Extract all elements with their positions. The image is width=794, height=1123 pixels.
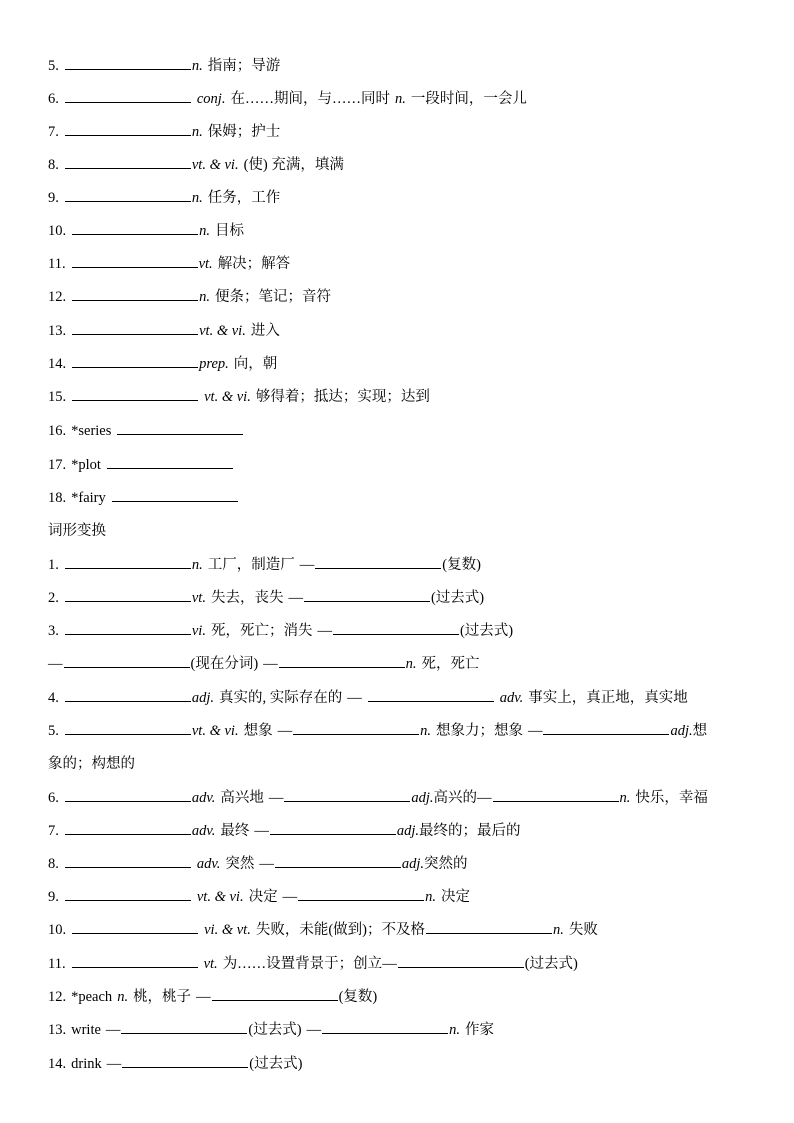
section-title: 词形变换 xyxy=(48,523,106,539)
answer-blank[interactable] xyxy=(284,800,410,802)
form-item-6: 6. adv. 高兴地 — adj.高兴的— n. 快乐，幸福 xyxy=(48,790,708,806)
vocab-item-15: 15. vt. & vi. 够得着；抵达；实现；达到 xyxy=(48,389,430,405)
answer-blank[interactable] xyxy=(72,399,198,401)
answer-blank[interactable] xyxy=(322,1032,448,1034)
answer-blank[interactable] xyxy=(65,899,191,901)
answer-blank[interactable] xyxy=(315,567,441,569)
form-item-3-cont: — (现在分词) — n. 死，死亡 xyxy=(48,656,480,672)
answer-blank[interactable] xyxy=(72,299,198,301)
answer-blank[interactable] xyxy=(107,467,233,469)
form-item-9: 9. vt. & vi. 决定 — n. 决定 xyxy=(48,889,470,905)
form-item-5: 5. vt. & vi. 想象 — n. 想象力；想象 — adj.想 xyxy=(48,723,708,739)
answer-blank[interactable] xyxy=(493,800,619,802)
answer-blank[interactable] xyxy=(121,1032,247,1034)
answer-blank[interactable] xyxy=(65,134,191,136)
answer-blank[interactable] xyxy=(212,999,338,1001)
form-item-12: 12. *peach n. 桃，桃子 — (复数) xyxy=(48,989,378,1005)
answer-blank[interactable] xyxy=(65,700,191,702)
form-item-8: 8. adv. 突然 — adj.突然的 xyxy=(48,856,468,872)
answer-blank[interactable] xyxy=(65,167,191,169)
answer-blank[interactable] xyxy=(112,500,238,502)
answer-blank[interactable] xyxy=(275,866,401,868)
vocab-item-12: 12. n. 便条；笔记；音符 xyxy=(48,289,331,305)
vocab-item-18: 18. *fairy xyxy=(48,488,754,508)
answer-blank[interactable] xyxy=(72,266,198,268)
answer-blank[interactable] xyxy=(72,366,198,368)
form-item-1: 1. n. 工厂，制造厂 — (复数) xyxy=(48,557,481,573)
form-item-5-cont: 象的；构想的 xyxy=(48,756,135,772)
vocab-item-5: 5. n. 指南；导游 xyxy=(48,58,281,74)
answer-blank[interactable] xyxy=(65,68,191,70)
answer-blank[interactable] xyxy=(65,633,191,635)
answer-blank[interactable] xyxy=(65,600,191,602)
answer-blank[interactable] xyxy=(270,833,396,835)
vocab-item-17: 17. *plot xyxy=(48,455,754,475)
answer-blank[interactable] xyxy=(72,966,198,968)
vocab-item-6: 6. conj. 在……期间，与……同时 n. 一段时间，一会儿 xyxy=(48,91,527,107)
vocab-item-13: 13. vt. & vi. 进入 xyxy=(48,323,280,339)
form-item-2: 2. vt. 失去，丧失 — (过去式) xyxy=(48,590,485,606)
form-item-13: 13. write — (过去式) — n. 作家 xyxy=(48,1022,494,1038)
vocab-item-8: 8. vt. & vi. (使) 充满，填满 xyxy=(48,157,344,173)
answer-blank[interactable] xyxy=(279,666,405,668)
answer-blank[interactable] xyxy=(72,932,198,934)
answer-blank[interactable] xyxy=(304,600,430,602)
form-item-4: 4. adj. 真实的, 实际存在的 — adv. 事实上，真正地，真实地 xyxy=(48,690,688,706)
vocab-item-10: 10. n. 目标 xyxy=(48,223,244,239)
answer-blank[interactable] xyxy=(333,633,459,635)
answer-blank[interactable] xyxy=(72,233,198,235)
answer-blank[interactable] xyxy=(65,101,191,103)
answer-blank[interactable] xyxy=(65,733,191,735)
answer-blank[interactable] xyxy=(293,733,419,735)
answer-blank[interactable] xyxy=(72,333,198,335)
answer-blank[interactable] xyxy=(368,700,494,702)
vocab-item-16: 16. *series xyxy=(48,421,754,441)
form-item-3: 3. vi. 死，死亡；消失 — (过去式) xyxy=(48,623,514,639)
answer-blank[interactable] xyxy=(398,966,524,968)
answer-blank[interactable] xyxy=(64,666,190,668)
answer-blank[interactable] xyxy=(117,433,243,435)
form-item-10: 10. vi. & vt. 失败，未能(做到)；不及格 n. 失败 xyxy=(48,922,598,938)
answer-blank[interactable] xyxy=(65,866,191,868)
answer-blank[interactable] xyxy=(426,932,552,934)
answer-blank[interactable] xyxy=(65,567,191,569)
form-item-14: 14. drink — (过去式) xyxy=(48,1056,303,1072)
answer-blank[interactable] xyxy=(65,833,191,835)
answer-blank[interactable] xyxy=(122,1066,248,1068)
vocab-item-11: 11. vt. 解决；解答 xyxy=(48,256,291,272)
form-item-7: 7. adv. 最终 — adj.最终的；最后的 xyxy=(48,823,521,839)
vocab-item-9: 9. n. 任务，工作 xyxy=(48,190,281,206)
answer-blank[interactable] xyxy=(543,733,669,735)
answer-blank[interactable] xyxy=(65,800,191,802)
answer-blank[interactable] xyxy=(298,899,424,901)
form-item-11: 11. vt. 为……设置背景于；创立— (过去式) xyxy=(48,956,578,972)
vocab-item-7: 7. n. 保姆；护士 xyxy=(48,124,281,140)
answer-blank[interactable] xyxy=(65,200,191,202)
vocab-item-14: 14. prep. 向，朝 xyxy=(48,356,278,372)
